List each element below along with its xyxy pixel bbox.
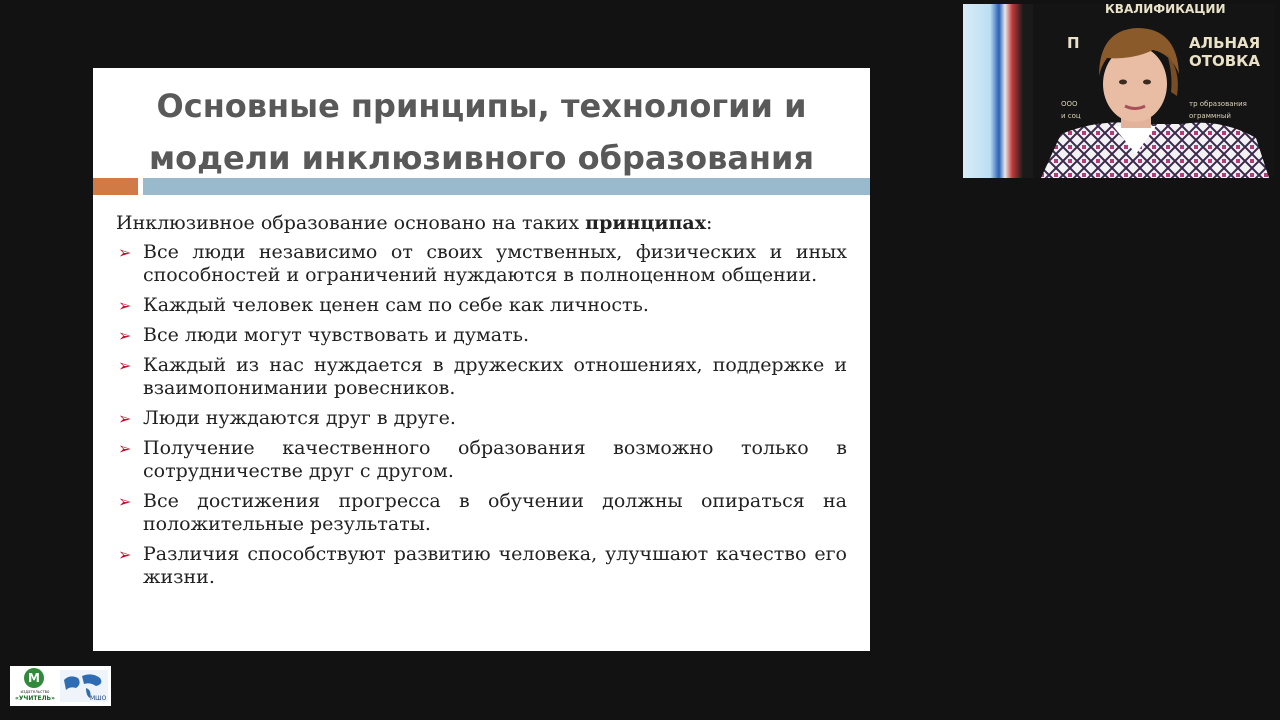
arrow-right-icon: ➢ (118, 356, 132, 375)
list-item (116, 490, 847, 536)
banner-small-1: ООО (1061, 100, 1078, 108)
list-item-text: Все люди могут чувствовать и думать. (143, 324, 530, 346)
banner-line-2a: П (1067, 34, 1080, 52)
slide-title-line-1: Основные принципы, технологии и (156, 87, 807, 125)
arrow-right-icon: ➢ (118, 439, 132, 458)
title-divider-accent (93, 178, 138, 195)
presenter-figure (1021, 14, 1271, 178)
list-item-text: Люди нуждаются друг в друге. (143, 407, 456, 429)
list-item-text: Каждый из нас нуждается в дружеских отношениях, поддержке и взаимопонимании ровесников. (143, 354, 847, 399)
list-item (116, 543, 847, 589)
publisher-emblem: М (24, 668, 44, 688)
banner-line-2b: АЛЬНАЯ (1189, 34, 1261, 52)
slide-title (93, 80, 870, 184)
arrow-right-icon: ➢ (118, 545, 132, 564)
arrow-right-icon: ➢ (118, 296, 132, 315)
list-item-text: Каждый человек ценен сам по себе как личность. (143, 294, 649, 316)
publisher-name: «УЧИТЕЛЬ» (15, 695, 55, 702)
presentation-slide (93, 68, 870, 651)
world-map-icon (60, 670, 108, 702)
arrow-right-icon: ➢ (118, 243, 132, 262)
arrow-right-icon: ➢ (118, 492, 132, 511)
list-item-text: Все люди независимо от своих умственных, физических и иных способностей и ограничений нуждаются в полноценном общении. (143, 241, 847, 286)
list-item-text: Получение качественного образования возможно только в сотрудничестве друг с другом. (143, 437, 847, 482)
list-item (116, 324, 847, 347)
arrow-right-icon: ➢ (118, 326, 132, 345)
list-item (116, 437, 847, 483)
webcam-video (963, 4, 1275, 178)
list-item (116, 294, 847, 317)
flag-backdrop (963, 4, 1023, 178)
slide-body (116, 212, 847, 596)
slide-title-line-2: модели инклюзивного образования (148, 139, 814, 177)
list-item (116, 354, 847, 400)
arrow-right-icon: ➢ (118, 409, 132, 428)
title-divider-main (143, 178, 870, 195)
title-divider-bar (93, 178, 870, 195)
intro-text: Инклюзивное образование основано на таких (116, 212, 586, 234)
intro-bold-word: принципах (585, 212, 707, 234)
banner-small-2: тр образования (1189, 100, 1247, 108)
principles-list (116, 241, 847, 589)
intro-colon: : (706, 212, 713, 234)
list-item-text: Все достижения прогресса в обучении должны опираться на положительные результаты. (143, 490, 847, 535)
map-caption: МШО (90, 695, 107, 702)
list-item (116, 407, 847, 430)
publisher-caption: издательство (20, 689, 50, 694)
publisher-logo (10, 666, 111, 706)
list-item-text: Различия способствуют развитию человека, улучшают качество его жизни. (143, 543, 847, 588)
banner-line-3: ОТОВКА (1189, 52, 1261, 70)
banner-small-4: ограммный (1189, 112, 1231, 120)
banner-line-1: КВАЛИФИКАЦИИ (1105, 4, 1226, 16)
slide-intro (116, 212, 847, 235)
list-item (116, 241, 847, 287)
banner-small-3: и соц (1061, 112, 1081, 120)
